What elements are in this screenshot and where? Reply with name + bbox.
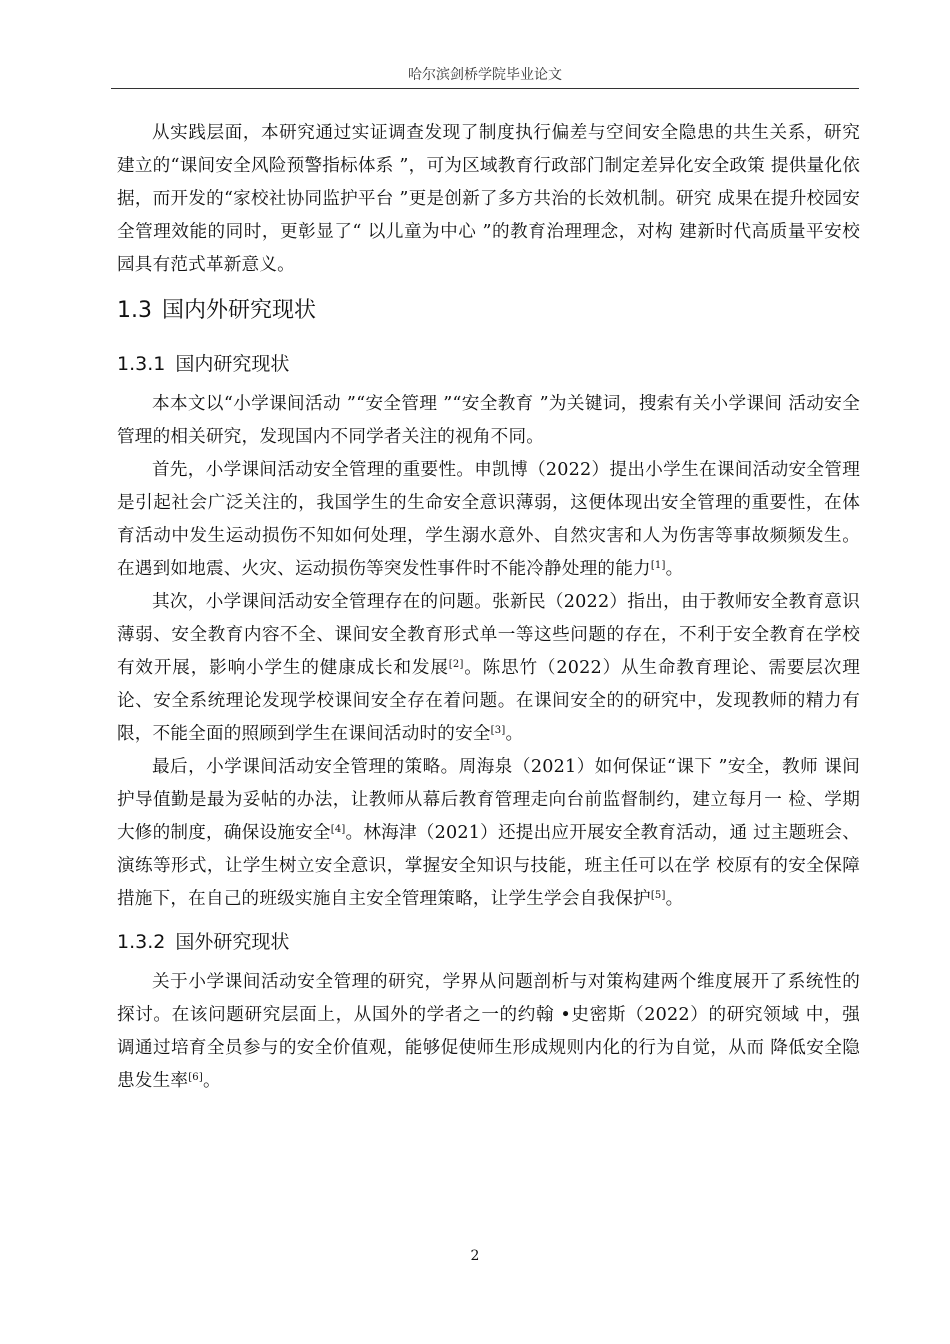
paragraph-text: 关于小学课间活动安全管理的研究，学界从问题剖析与对策构建两个维度展开了系统性的探讨。在该问题研究层面上，从国外的学者之一的约翰 •史密斯（2022）的研究领域 中，强调通过培育全员参与的安全价值观，能够促使师生形成规则内化的行为自觉，从而 降低安全隐患发生率: [117, 972, 860, 1091]
paragraph-text: 。: [665, 559, 684, 579]
paragraph-text: 。: [665, 889, 684, 909]
paragraph-text: 首先，小学课间活动安全管理的重要性。申凯博（2022）提出小学生在课间活动安全管理是引起社会广泛关注的，我国学生的生命安全意识薄弱，这便体现出安全管理的重要性，在体育活动中发生运动损伤不知如何处理，学生溺水意外、自然灾害和人为伤害等事故频频发生。在遇到如地震、火灾、运动损伤等突发性事件时不能冷静处理的能力: [117, 460, 860, 579]
subsection-number: 1.3.2: [117, 931, 166, 953]
running-header: 哈尔滨剑桥学院毕业论文: [408, 67, 562, 83]
subsection-title: 国内研究现状: [175, 353, 290, 375]
subsection-title: 国外研究现状: [175, 931, 290, 953]
subsection-number: 1.3.1: [117, 353, 166, 375]
paragraph-text: 其次，小学课间活动安全管理存在的问题。张新民（2022）指出，由于教师安全教育意识薄弱、安全教育内容不全、课间安全教育形式单一等这些问题的存在，不利于安全教育在学校有效开展，影响小学生的健康成长和发展: [117, 592, 860, 678]
citation-1: [1]: [650, 560, 666, 571]
subsection-heading-1-3-1: [117, 338, 860, 388]
body-text: [117, 117, 860, 1098]
paragraph-importance: [117, 454, 860, 586]
subsection-heading-1-3-2: [117, 916, 860, 966]
citation-5: [5]: [650, 890, 666, 901]
citation-4: [4]: [330, 824, 346, 835]
header-rule: [111, 88, 859, 89]
paragraph-text: 最后，小学课间活动安全管理的策略。周海泉（2021）如何保证“课下 ”安全，教师 课间护导值勤是最为妥帖的办法，让教师从幕后教育管理走向台前监督制约，建立每月一 检、学期大修的制度，确保设施安全: [117, 757, 860, 843]
citation-2: [2]: [448, 659, 464, 670]
paragraph-text: 。林海津（2021）还提出应开展安全教育活动，通 过主题班会、演练等形式，让学生树立安全意识，掌握安全知识与技能，班主任可以在学 校原有的安全保障措施下，在自己的班级实施自主安全管理策略，让学生学会自我保护: [117, 823, 860, 909]
paragraph-foreign: [117, 966, 860, 1098]
section-number: 1.3: [117, 298, 152, 323]
paragraph-practice: 从实践层面，本研究通过实证调查发现了制度执行偏差与空间安全隐患的共生关系，研究建立的“课间安全风险预警指标体系 ”，可为区域教育行政部门制定差异化安全政策 提供量化依据，而开发的“家校社协同监护平台 ”更是创新了多方共治的长效机制。研究 成果在提升校园安全管理效能的同时，更彰显了“ 以儿童为中心 ”的教育治理理念，对构 建新时代高质量平安校园具有范式革新意义。: [117, 123, 860, 275]
section-heading-1-3: [117, 282, 860, 338]
paragraph-text: 。: [505, 724, 524, 744]
page-number: 2: [470, 1248, 480, 1264]
citation-3: [3]: [490, 725, 506, 736]
paragraph-strategies: [117, 751, 860, 916]
citation-6: [6]: [188, 1072, 203, 1083]
paragraph-text: 。: [202, 1071, 221, 1091]
paragraph-problems: [117, 586, 860, 751]
paragraph-text: 。陈思竹（2022）从生命教育理论、需要层次理论、安全系统理论发现学校课间安全存在着问题。在课间安全的的研究中，发现教师的精力有限，不能全面的照顾到学生在课间活动时的安全: [117, 658, 860, 744]
paragraph-keywords: 本本文以“小学课间活动 ”“安全管理 ”“安全教育 ”为关键词，搜索有关小学课间 活动安全管理的相关研究，发现国内不同学者关注的视角不同。: [117, 394, 860, 447]
section-title: 国内外研究现状: [162, 298, 317, 323]
